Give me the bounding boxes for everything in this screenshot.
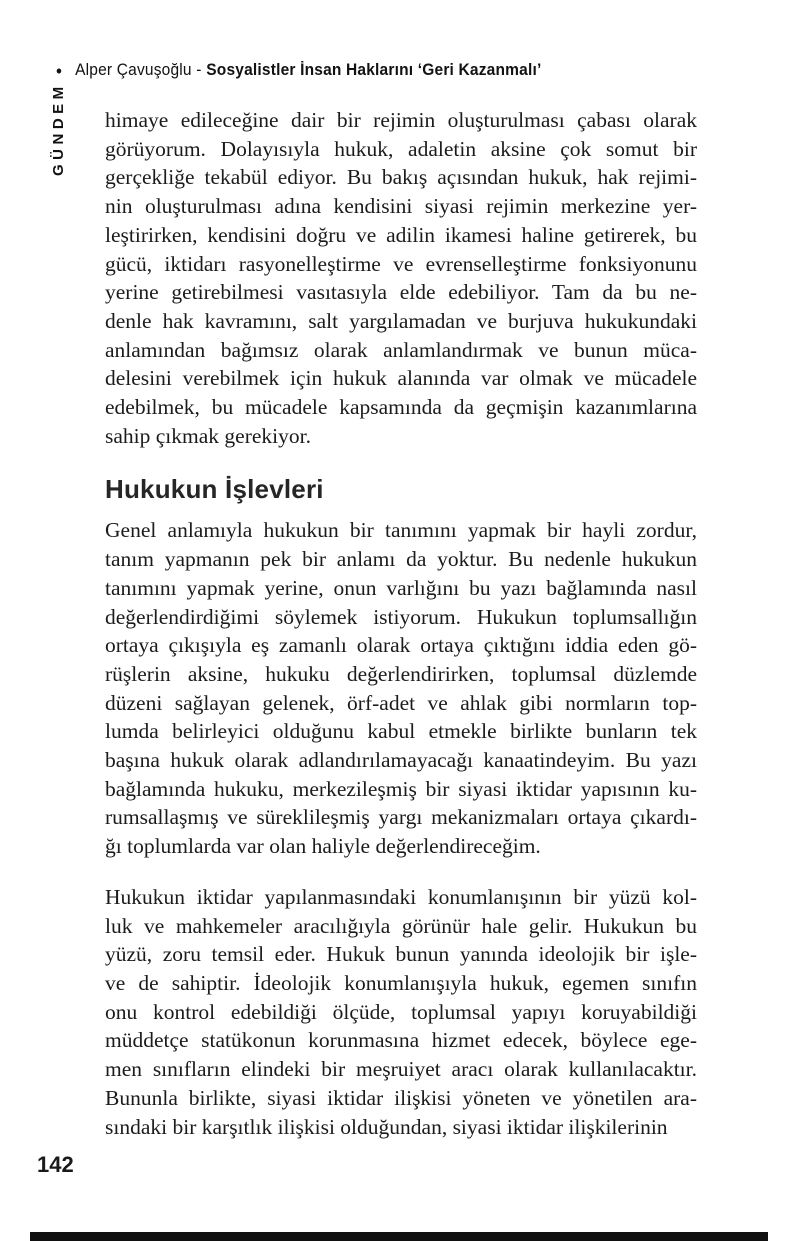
text-line: leştirirken, kendisini doğru ve adilin ikamesi haline getirerek, bu [105, 222, 697, 247]
header-book-title: Sosyalistler İnsan Haklarını ‘Geri Kazanmalı’ [206, 61, 542, 79]
bottom-edge-bar [30, 1232, 768, 1241]
text-line: görüyorum. Dolayısıyla hukuk, adaletin aksine çok somut bir [105, 136, 697, 161]
text-line: edebilmek, bu mücadele kapsamında da geçmişin kazanımlarına [105, 395, 697, 420]
text-line: yerine getirebilmesi vasıtasıyla elde edebiliyor. Tam da bu ne- [105, 280, 697, 305]
section-spine-label: GÜNDEM [50, 82, 67, 176]
paragraph-2 [105, 516, 697, 860]
bullet-icon: • [56, 60, 62, 81]
body-text [105, 106, 697, 1141]
text-line: rumsallaşmış ve süreklileşmiş yargı mekanizmaları ortaya çıkardı- [105, 805, 697, 830]
text-line: düzeni sağlayan gelenek, örf-adet ve ahlak gibi normların top- [105, 690, 697, 715]
text-line: onu kontrol edebildiği ölçüde, toplumsal yapıyı koruyabildiği [105, 999, 697, 1024]
text-line: lumda belirleyici olduğunu kabul etmekle birlikte bunların tek [105, 719, 697, 744]
text-line: sındaki bir karşıtlık ilişkisi olduğundan, siyasi iktidar ilişkilerinin [105, 1114, 668, 1139]
section-heading: Hukukun İşlevleri [105, 474, 324, 505]
header-author: Alper Çavuşoğlu - [75, 61, 202, 79]
text-line: gücü, iktidarı rasyonelleştirme ve evrenselleştirme fonksiyonunu [105, 251, 697, 276]
text-line: Bununla birlikte, siyasi iktidar ilişkisi yöneten ve yönetilen ara- [105, 1085, 697, 1110]
text-line: gerçekliğe tekabül ediyor. Bu bakış açısından hukuk, hak rejimi- [105, 165, 697, 190]
text-line: tanımını yapmak yerine, onun varlığını bu yazı bağlamında nasıl [105, 575, 697, 600]
text-line: değerlendirdiğimi söylemek istiyorum. Hukukun toplumsallığın [105, 604, 697, 629]
text-line: başına hukuk olarak adlandırılamayacağı kanaatindeyim. Bu yazı [105, 748, 697, 773]
text-line: ve de sahiptir. İdeolojik konumlanışıyla hukuk, egemen sınıfın [105, 970, 697, 995]
text-line: Hukukun iktidar yapılanmasındaki konumlanışının bir yüzü kol- [105, 884, 697, 909]
text-line: bağlamında hukuku, merkezileşmiş bir siyasi iktidar yapısının ku- [105, 776, 697, 801]
text-line: sahip çıkmak gerekiyor. [105, 423, 311, 448]
text-line: himaye edileceğine dair bir rejimin oluşturulması çabası olarak [105, 108, 697, 132]
text-line: anlamından bağımsız olarak anlamlandırmak ve bunun müca- [105, 337, 697, 362]
text-line: yüzü, zoru temsil eder. Hukuk bunun yanında ideolojik bir işle- [105, 942, 697, 967]
page-number: 142 [37, 1152, 74, 1177]
text-line: men sınıfların elindeki bir meşruiyet aracı olarak kullanılacaktır. [105, 1057, 697, 1082]
text-line: denle hak kavramını, salt yargılamadan ve burjuva hukukundaki [105, 308, 697, 333]
text-line: rüşlerin aksine, hukuku değerlendirirken, toplumsal düzlemde [105, 661, 697, 686]
text-line: luk ve mahkemeler aracılığıyla görünür hale gelir. Hukukun bu [105, 913, 697, 938]
text-line: ortaya çıkışıyla eş zamanlı olarak ortaya çıktığını iddia eden gö- [105, 633, 697, 658]
paragraph-3 [105, 883, 697, 1141]
paragraph-1 [105, 106, 697, 450]
text-line: tanım yapmanın pek bir anlamı da yoktur. Bu nedenle hukukun [105, 547, 697, 572]
text-line: nin oluşturulması adına kendisini siyasi rejimin merkezine yer- [105, 194, 697, 219]
text-line: delesini verebilmek için hukuk alanında var olmak ve mücadele [105, 366, 697, 391]
text-line: ğı toplumlarda var olan haliyle değerlendireceğim. [105, 834, 541, 859]
text-line: müddetçe statükonun korunmasına hizmet edecek, böylece ege- [105, 1028, 697, 1053]
running-header [56, 61, 541, 80]
text-line: Genel anlamıyla hukukun bir tanımını yapmak bir hayli zordur, [105, 518, 697, 543]
